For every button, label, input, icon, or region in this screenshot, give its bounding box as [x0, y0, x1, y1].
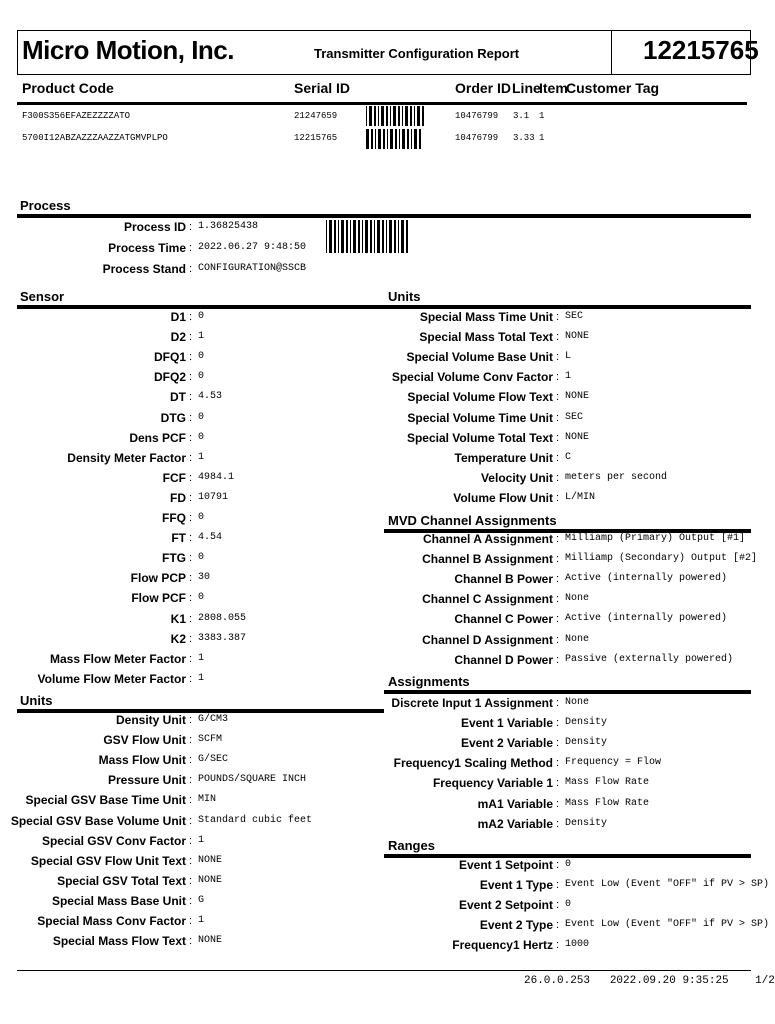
field-label: FT [171, 531, 186, 546]
field-value: meters per second [565, 471, 668, 483]
field-separator: : [556, 331, 560, 344]
field-value: 0 [198, 351, 205, 363]
field-separator: : [556, 533, 560, 545]
footer-rule [17, 970, 751, 971]
field-value: 1 [198, 672, 205, 684]
field-label: Event 2 Type [479, 918, 553, 933]
field-separator: : [189, 794, 193, 807]
field-separator: : [556, 737, 560, 750]
field-value: Standard cubic feet [198, 814, 313, 826]
section-title-units: Units [388, 289, 421, 304]
field-separator: : [189, 311, 193, 323]
field-label: DFQ2 [153, 370, 186, 385]
field-row [0, 390, 590, 408]
field-value: Milliamp (Secondary) Output [#2] [565, 553, 758, 565]
field-label: Flow PCP [130, 571, 186, 586]
section-title-units: Units [20, 693, 53, 708]
field-value: G/CM3 [198, 714, 229, 725]
field-label: Event 2 Setpoint [458, 898, 553, 913]
field-label: Frequency1 Scaling Method [393, 756, 553, 771]
field-separator: : [189, 471, 193, 484]
field-value: CONFIGURATION@SSCB [198, 263, 307, 274]
field-separator: : [189, 391, 193, 404]
field-value: 0 [198, 411, 205, 423]
section-title-ranges: Ranges [388, 838, 435, 853]
section-title-mvd: MVD Channel Assignments [388, 513, 557, 528]
field-label: Special Volume Conv Factor [391, 370, 553, 385]
field-label: Process ID [123, 220, 186, 234]
field-row [0, 430, 590, 449]
field-label: K1 [170, 611, 186, 626]
field-separator: : [556, 573, 560, 586]
field-label: Special GSV Base Time Unit [25, 793, 186, 808]
field-separator: : [189, 331, 193, 344]
field-separator: : [556, 431, 560, 444]
field-value: 1 [198, 915, 205, 926]
field-row [0, 878, 770, 896]
field-value: POUNDS/SQUARE INCH [198, 774, 307, 786]
field-separator: : [189, 874, 193, 887]
field-value: Mass Flow Rate [565, 797, 650, 809]
field-value: Density [565, 717, 608, 729]
field-value: 4984.1 [198, 471, 235, 483]
item-number: 1 [539, 111, 545, 121]
report-title: Transmitter Configuration Report [314, 46, 520, 61]
field-separator: : [556, 797, 560, 810]
field-separator: : [189, 734, 193, 747]
field-label: Special Mass Conv Factor [37, 914, 186, 928]
field-label: Mass Flow Meter Factor [49, 651, 186, 666]
field-separator: : [189, 612, 193, 625]
field-value: L [565, 351, 572, 363]
field-separator: : [189, 552, 193, 565]
field-label: Channel B Power [454, 572, 553, 587]
field-separator: : [556, 817, 560, 830]
field-separator: : [556, 411, 560, 424]
field-value: 0 [198, 552, 205, 564]
field-row [0, 814, 608, 835]
field-label: Special GSV Total Text [57, 873, 186, 888]
field-row [0, 511, 205, 529]
header-divider [611, 31, 612, 74]
field-value: 1.36825438 [198, 221, 259, 232]
field-value: None [565, 697, 590, 708]
field-label: Event 2 Variable [460, 736, 553, 751]
field-value: 0 [198, 311, 205, 322]
field-value: G/SEC [198, 754, 229, 766]
field-label: Dens PCF [129, 430, 186, 445]
product-code: 5700I12ABZAZZZAAZZATGMVPLPO [22, 133, 168, 143]
field-label: D1 [170, 310, 186, 324]
field-label: Channel D Power [454, 652, 553, 667]
page-number: 1/2 [755, 975, 775, 987]
product-code: F300S356EFAZEZZZZATO [22, 111, 131, 121]
field-row [0, 370, 572, 388]
field-label: Discrete Input 1 Assignment [391, 696, 553, 710]
col-line: Line [512, 80, 541, 96]
field-separator: : [189, 431, 193, 444]
field-separator: : [556, 451, 560, 464]
field-separator: : [556, 633, 560, 646]
line-number: 3.33 [513, 133, 535, 143]
serial-id: 21247659 [294, 111, 338, 121]
field-label: Channel C Power [454, 612, 553, 627]
field-row [0, 532, 746, 550]
field-label: K2 [170, 631, 186, 646]
field-separator: : [556, 311, 560, 323]
field-separator: : [189, 754, 193, 767]
field-row [0, 776, 650, 794]
field-separator: : [189, 242, 193, 254]
field-separator: : [556, 613, 560, 626]
field-label: Channel A Assignment [422, 532, 553, 546]
order-id: 10476799 [455, 133, 499, 143]
field-value: 0 [198, 371, 205, 383]
field-row [0, 552, 758, 570]
product-header-rule [17, 102, 747, 105]
field-row [0, 350, 572, 368]
field-value: 1 [565, 371, 572, 383]
field-separator: : [189, 854, 193, 867]
field-separator: : [189, 672, 193, 685]
field-row [0, 918, 770, 936]
field-row [0, 450, 572, 469]
field-row [0, 490, 596, 509]
field-value: NONE [198, 935, 223, 947]
field-label: DFQ1 [153, 350, 186, 365]
field-value: Passive (externally powered) [565, 653, 734, 665]
field-separator: : [189, 451, 193, 464]
report-timestamp: 2022.09.20 9:35:25 [609, 975, 729, 987]
field-row [0, 592, 590, 610]
item-number: 1 [539, 133, 545, 143]
field-value: 10791 [198, 491, 229, 503]
field-separator: : [556, 553, 560, 566]
serial-id: 12215765 [294, 133, 338, 143]
company-name: Micro Motion, Inc. [22, 35, 234, 65]
field-value: NONE [198, 874, 223, 886]
field-separator: : [556, 859, 560, 871]
field-label: Special Mass Time Unit [419, 310, 553, 324]
field-separator: : [189, 935, 193, 948]
field-label: Special Mass Base Unit [51, 893, 186, 908]
field-row [0, 756, 662, 774]
field-value: 1 [198, 652, 205, 664]
field-value: NONE [565, 331, 590, 343]
field-label: Special Volume Base Unit [406, 350, 553, 365]
field-value: 0 [198, 592, 205, 604]
field-separator: : [189, 915, 193, 927]
section-rule [384, 690, 751, 694]
field-label: Event 1 Setpoint [458, 858, 553, 872]
field-value: None [565, 633, 590, 645]
field-value: 0 [198, 431, 205, 443]
field-separator: : [556, 697, 560, 709]
field-separator: : [556, 351, 560, 364]
field-row [0, 716, 608, 734]
field-label: Pressure Unit [107, 773, 186, 788]
field-separator: : [189, 411, 193, 424]
field-separator: : [189, 652, 193, 665]
field-value: Event Low (Event "OFF" if PV > SP) [565, 919, 770, 931]
field-label: Event 1 Type [479, 878, 553, 893]
section-rule [384, 305, 751, 309]
field-separator: : [556, 371, 560, 384]
field-value: 0 [565, 899, 572, 911]
field-separator: : [189, 371, 193, 384]
field-value: G [198, 894, 205, 906]
field-value: Density [565, 737, 608, 749]
field-separator: : [556, 939, 560, 952]
field-value: Event Low (Event "OFF" if PV > SP) [565, 879, 770, 891]
field-label: Special Mass Flow Text [52, 934, 186, 949]
field-label: FCF [162, 470, 186, 485]
serial-barcode [366, 106, 424, 126]
field-separator: : [189, 491, 193, 504]
field-label: FFQ [162, 511, 186, 525]
field-label: mA2 Variable [477, 816, 553, 831]
field-separator: : [189, 221, 193, 233]
field-separator: : [556, 879, 560, 892]
field-row [0, 572, 728, 590]
field-separator: : [189, 263, 193, 275]
field-label: D2 [170, 330, 186, 345]
field-value: Active (internally powered) [565, 613, 728, 625]
field-label: Special GSV Base Volume Unit [10, 813, 186, 828]
field-label: Flow PCF [131, 591, 186, 606]
field-value: 30 [198, 572, 211, 584]
section-title-process: Process [20, 198, 71, 213]
field-separator: : [189, 592, 193, 605]
field-label: Temperature Unit [454, 450, 553, 465]
field-label: Special Volume Time Unit [407, 410, 553, 425]
col-order-id: Order ID [455, 80, 512, 96]
process-barcode [326, 220, 408, 253]
report-header [17, 30, 759, 75]
field-separator: : [189, 774, 193, 787]
line-number: 3.1 [513, 111, 530, 121]
section-rule [17, 305, 384, 309]
field-label: mA1 Variable [477, 796, 553, 811]
field-value: 1000 [565, 939, 590, 951]
field-value: SEC [565, 311, 584, 322]
field-separator: : [556, 653, 560, 666]
field-value: 4.53 [198, 391, 223, 403]
report-number: 12215765 [643, 35, 759, 65]
field-separator: : [189, 532, 193, 545]
field-label: DT [170, 390, 186, 405]
field-separator: : [556, 391, 560, 404]
field-value: 3383.387 [198, 632, 247, 644]
software-version: 26.0.0.253 [524, 975, 591, 987]
field-label: Channel D Assignment [422, 632, 553, 647]
field-label: Velocity Unit [480, 470, 553, 485]
field-separator: : [189, 814, 193, 827]
field-value: SCFM [198, 734, 223, 746]
field-value: 2022.06.27 9:48:50 [198, 242, 307, 253]
field-value: NONE [198, 854, 223, 866]
col-serial-id: Serial ID [294, 80, 351, 96]
footer [524, 975, 775, 987]
field-value: NONE [565, 431, 590, 443]
field-value: SEC [565, 411, 584, 423]
field-value: 1 [198, 834, 205, 846]
field-label: Mass Flow Unit [98, 753, 186, 768]
field-separator: : [556, 777, 560, 790]
field-label: Special Volume Total Text [406, 430, 553, 445]
field-value: L/MIN [565, 491, 596, 503]
serial-barcode [366, 129, 424, 149]
col-customer-tag: Customer Tag [566, 80, 660, 96]
field-row [0, 796, 650, 815]
field-label: Density Meter Factor [67, 450, 186, 465]
field-row [0, 262, 307, 280]
field-row [0, 696, 590, 714]
section-title-assignments: Assignments [388, 674, 470, 689]
field-row [0, 220, 259, 238]
order-id: 10476799 [455, 111, 499, 121]
field-label: Process Stand [102, 262, 186, 276]
field-separator: : [189, 572, 193, 585]
field-value: 0 [198, 512, 205, 523]
field-row [0, 241, 307, 259]
field-value: C [565, 451, 572, 463]
field-value: MIN [198, 794, 217, 806]
field-value: 0 [565, 859, 572, 870]
section-rule [17, 214, 751, 218]
field-row [0, 938, 590, 956]
field-row [0, 470, 668, 489]
field-label: Event 1 Variable [460, 716, 553, 731]
col-product-code: Product Code [22, 80, 114, 96]
field-label: FTG [162, 551, 186, 566]
field-row [0, 898, 572, 916]
field-row [0, 310, 584, 328]
field-separator: : [189, 894, 193, 907]
field-value: 2808.055 [198, 612, 247, 624]
field-separator: : [189, 714, 193, 726]
field-label: Channel C Assignment [422, 592, 553, 607]
field-value: Active (internally powered) [565, 573, 728, 585]
field-label: Channel B Assignment [422, 552, 553, 567]
field-value: 4.54 [198, 532, 223, 544]
field-row [0, 612, 728, 630]
field-label: Process Time [108, 241, 186, 255]
field-value: 1 [198, 451, 205, 463]
field-separator: : [556, 757, 560, 770]
field-separator: : [556, 717, 560, 730]
field-value: None [565, 593, 590, 605]
field-row [0, 652, 734, 671]
field-row [0, 736, 608, 754]
section-title-sensor: Sensor [20, 289, 65, 304]
field-row [0, 858, 572, 876]
field-label: Special Volume Flow Text [407, 390, 553, 405]
field-value: NONE [565, 391, 590, 403]
field-label: GSV Flow Unit [103, 733, 186, 748]
field-label: Special GSV Conv Factor [41, 833, 186, 848]
field-value: Density [565, 817, 608, 829]
field-separator: : [189, 632, 193, 645]
field-separator: : [556, 593, 560, 606]
field-label: Volume Flow Unit [453, 490, 553, 505]
field-label: DTG [160, 410, 186, 425]
field-row [0, 330, 590, 348]
field-separator: : [189, 512, 193, 524]
field-label: FD [170, 490, 186, 505]
field-label: Special GSV Flow Unit Text [30, 853, 186, 868]
field-separator: : [556, 491, 560, 504]
field-separator: : [556, 919, 560, 932]
field-value: Mass Flow Rate [565, 777, 650, 789]
field-separator: : [189, 834, 193, 847]
field-label: Special Mass Total Text [419, 330, 553, 345]
field-label: Volume Flow Meter Factor [37, 671, 186, 686]
field-value: Milliamp (Primary) Output [#1] [565, 533, 746, 544]
field-separator: : [189, 351, 193, 364]
field-label: Frequency1 Hertz [452, 938, 553, 953]
field-separator: : [556, 471, 560, 484]
field-separator: : [556, 899, 560, 912]
field-row [0, 833, 205, 852]
col-item: Item [539, 80, 568, 96]
field-label: Density Unit [115, 713, 186, 727]
field-row [0, 632, 590, 651]
field-row [0, 410, 584, 429]
field-value: 1 [198, 331, 205, 343]
field-row [0, 671, 205, 690]
field-value: Frequency = Flow [565, 757, 662, 769]
field-label: Frequency Variable 1 [432, 776, 553, 791]
